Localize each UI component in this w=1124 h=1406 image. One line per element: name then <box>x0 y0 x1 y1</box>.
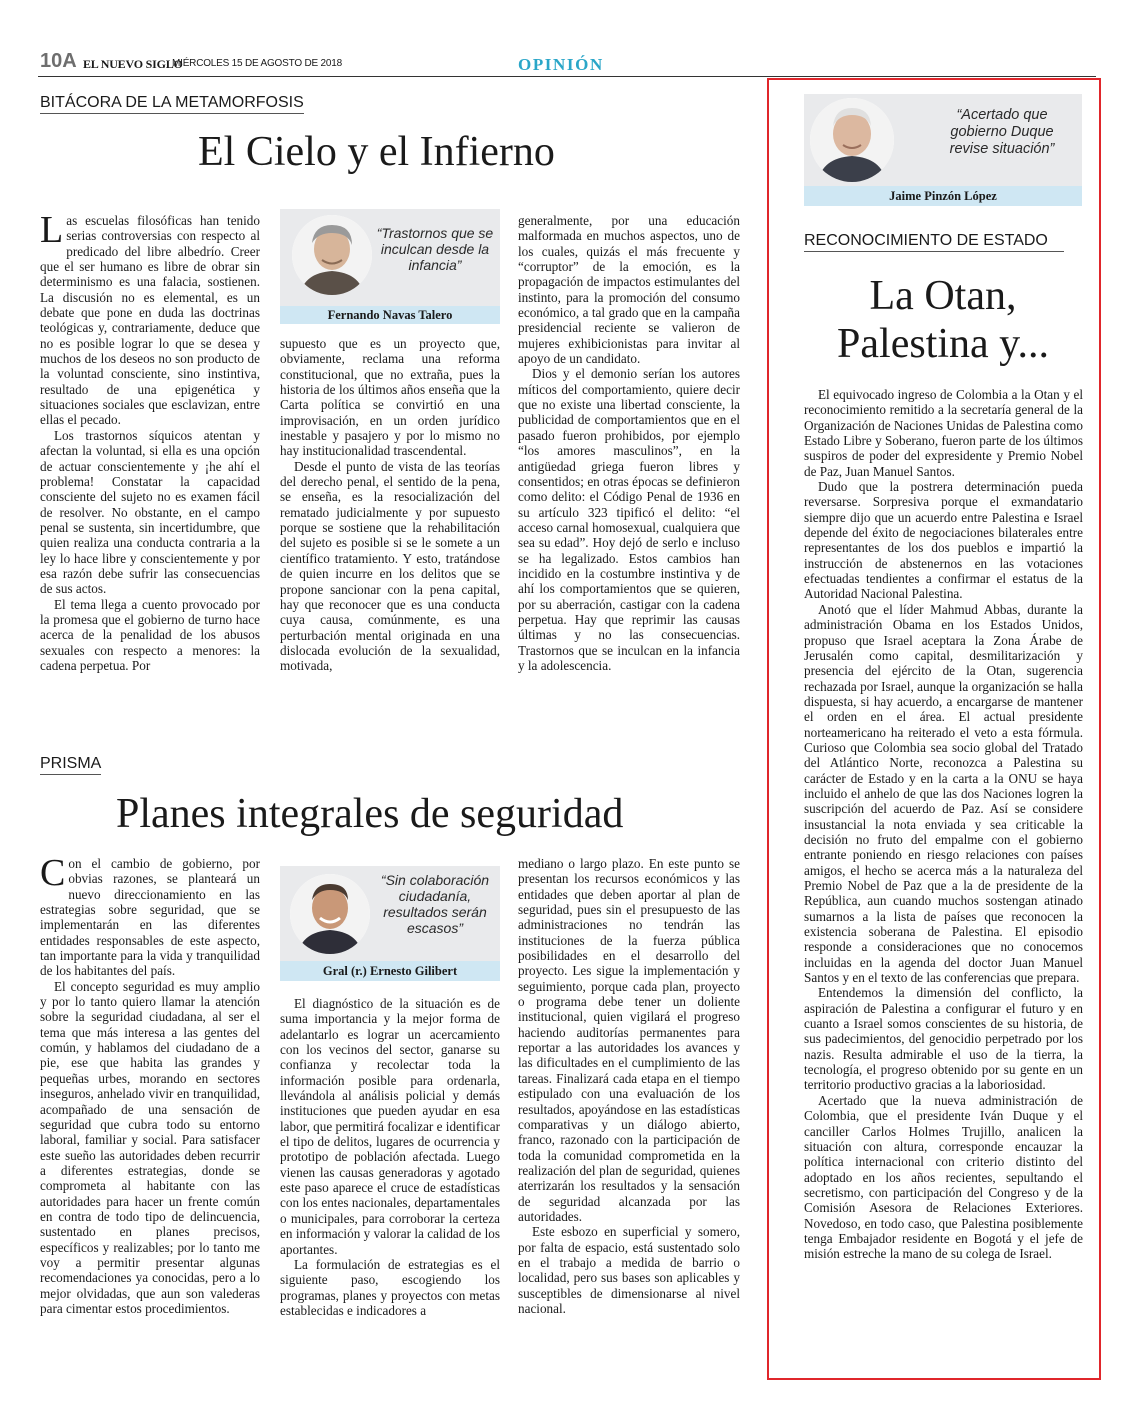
article1-kicker: BITÁCORA DE LA METAMORFOSIS <box>40 94 304 114</box>
author-byline: Gral (r.) Ernesto Gilibert <box>280 961 500 981</box>
article1-title: El Cielo y el Infierno <box>198 129 555 175</box>
article2-col3-p1: mediano o largo plazo. En este punto se presentan los recursos económicos y las entidades que deben aportar al plan de seguridad, pues sin el presupuesto de las administraciones no tendrán las instituciones de la fuerza pública posibilidades en el desarrollo del proyecto. Les sigue la implementación y seguimiento, porque cada plan, proyecto o programa debe tener un doliente institucional, quien vigilará el progreso haciendo auditorías permanentes para reportar a las autoridades los avances y las dificultades en el cumplimiento de las tareas. Finalizará cada etapa en el tiempo estipulado con una evaluación de los resultados, apoyándose en las estadísticas comparativas y un diálogo abierto, franco, razonado con la participación de toda la comunidad comprometida en la realización del plan de seguridad, quienes aterrizarán los resultados y la sensación de seguridad alcanzada por las autoridades. <box>518 856 740 1224</box>
article3-p2: Dudo que la postrera determinación pueda reversarse. Sorpresiva porque el exmandatario siempre dijo que un acuerdo entre Palestina e Israel depende del éxito de negociaciones bilaterales entre representantes de los dos pueblos e impartió la instrucción de abstenernos en las votaciones efectuadas tendientes a confirmar el estatus de la Autoridad Nacional Palestina. <box>804 479 1083 602</box>
article3-p5: Acertado que la nueva administración de Colombia, que el presidente Iván Duque y el canciller Carlos Holmes Trujillo, analicen la situación con altura, corresponde encauzar la política internacional con criterio distinto del adoptado en los años recientes, sepultando el secretismo, con participación del Congreso y de la Comisión Asesora de Relaciones Exteriores. Novedoso, en todo caso, que Palestina posiblemente tenga Embajador residente en Bogotá y el jefe de misión estreche la mano de su colega de Israel. <box>804 1092 1083 1262</box>
issue-date: MIÉRCOLES 15 DE AGOSTO DE 2018 <box>172 58 342 69</box>
article2-col2-p1: El diagnóstico de la situación es de suma importancia y la mejor forma de adelantarlo es lograr un acercamiento con los vecinos del sector, ganarse su confianza y recolectar toda la información posible para ordenarla, llevándola al análisis policial y demás instituciones que pueden ayudar en esa labor, que permitirá focalizar e identificar el tipo de delitos, lugares de ocurrencia y prototipo de población afectada. Luego vienen las causas generadoras y agotado este paso aparece el cruce de estadísticas con los entes nacionales, departamentales o municipales, para corroborar la certeza en información y valorar la calidad de los aportantes. <box>280 996 500 1257</box>
portrait-icon <box>810 98 894 182</box>
author-quote: “Trastornos que se inculcan desde la infancia” <box>376 225 494 273</box>
paragraph-text: as escuelas filosóficas han tenido serias controversias con respecto al predicado del libre albedrío. Creer que el ser humano es libre de obrar sin determinismo es una falacia, sostienen. La discusión no es elemental, es un debate que pone en duda las doctrinas teológicas y, contrariamente, deduce que no es posible lograr lo que se desea y muchos de los deseos no son producto de la voluntad consciente, sino instintiva, resultado de una epigenética y situaciones sociales que esclavizan, entre ellas el pecado. <box>40 213 260 428</box>
article2-column-1 <box>40 852 260 1316</box>
author-quote: “Acertado que gobierno Duque revise situación” <box>949 107 1055 157</box>
author-byline: Fernando Navas Talero <box>280 306 500 324</box>
article2-column-2 <box>280 996 500 1318</box>
article3-p1: El equivocado ingreso de Colombia a la Otan y el reconocimiento remitido a la secretaría general de la Organización de Naciones Unidas de Palestina como Estado Libre y Soberano, fueron parte de los últimos suspiros de poder del expresidente y Premio Nobel de Paz, Juan Manuel Santos. <box>804 387 1083 479</box>
article3-body <box>804 387 1083 1262</box>
article3-kicker: RECONOCIMIENTO DE ESTADO <box>804 232 1064 252</box>
author-byline: Jaime Pinzón López <box>804 186 1082 206</box>
article1-col1-p1 <box>40 209 260 428</box>
article1-column-2 <box>280 336 500 674</box>
article1-column-3 <box>518 213 740 673</box>
author-quote: “Sin colaboración ciudadanía, resultados serán escasos” <box>380 872 490 936</box>
article2-col1-p1 <box>40 852 260 979</box>
article3-p3: Anotó que el líder Mahmud Abbas, durante la administración Obama en los Estados Unidos, propuso que Israel aceptara la Zona Árabe de Jerusalén como capital, desmilitarización y presencia del ejército de la Otan, sugerencia rechazada por Israel, aunque la organización se halla dispuesta, si hay acuerdo, a encargarse de mantener el orden en el área. El actual presidente norteamericano ha reiterado el veto a esta fórmula. Curioso que Colombia sea socio global del Tratado del Atlántico Norte, reconozca a Palestina su carácter de Estado y en la carta a la ONU se haya incluido el anhelo de que las dos Naciones logren la suscripción del acuerdo de Paz. Así se considere insustancial la nota enviada y sea criticable la decisión no fruto del empalme con el gobierno entrante poniendo en riesgo relaciones con países amigos, el hecho se acerca más a la naturaleza del Premio Nobel de Paz que a la de presidente de la República, aun cuando muchos sostengan atinado sumarnos a la lista de países que reconocen la existencia soberana de Palestina. El episodio responde a consideraciones que no conocemos incluidas en la agenda del doctor Juan Manuel Santos y en el texto de las conferencias que prepara. <box>804 601 1083 986</box>
portrait-icon <box>290 874 370 954</box>
paragraph-text: on el cambio de gobierno, por obvias razones, se planteará un nuevo direccionamiento en las estrategias sobre seguridad, que se implementarán en las diferentes entidades responsables de este aspecto, tan importante para la vida y tranquilidad de los habitantes del país. <box>40 856 260 979</box>
article1-col1-p2: Los trastornos síquicos atentan y afectan la voluntad, si ella es una opción de actuar conscientemente y ¡he ahí el problema! Constatar la capacidad consciente del sujeto no es examen fácil de resolver. No obstante, en el campo penal se sustenta, sin incertidumbre, que quien realiza una conducta contraria a la ley lo hace libre y conscientemente y por esa razón debe sufrir las consecuencias de sus actos. <box>40 427 260 597</box>
article1-col1-p3: El tema llega a cuento provocado por la promesa que el gobierno de turno hace acerca de la penalidad de los abusos sexuales con respecto a menores: la cadena perpetua. Por <box>40 596 260 673</box>
article3-title <box>804 272 1082 368</box>
author-box-pinzon <box>804 94 1082 186</box>
author-box-navas <box>280 209 500 306</box>
header-rule <box>38 76 1096 77</box>
article1-col3-p2: Dios y el demonio serían los autores míticos del comportamiento, quiere decir que no existe una libertad consciente, la publicidad de comportamientos que en el pasado fueron prohibidos, por ejemplo “los amores masculinos”, en la antigüedad griega fueron libres y consentidos; en otras épocas se definieron como delito: el Código Penal de 1936 en su artículo 323 tipificó el delito: “el acceso carnal homosexual, cualquiera que sea su edad”. Hoy dejó de serlo e incluso se ha legalizado. Estos cambios han incidido en la costumbre instintiva y de ahí los comportamientos que se quieren, por su aberración, castigar con la cadena perpetua. Hay que reprimir las causas últimas y no las consecuencias. Trastornos que se inculcan en la infancia y la adolescencia. <box>518 366 740 673</box>
dropcap: C <box>40 852 66 894</box>
article1-col3-p1: generalmente, por una educación malformada en muchos aspectos, uno de los cuales, quizás el más frecuente y “corruptor” de la emoción, es la propagación de impactos estimulantes del instinto, para la promoción del consumo económico, a tal grado que en la campaña presidencial reciente se valieron de mujeres exhibicionistas para invitar al apoyo de un candidato. <box>518 213 740 367</box>
article1-col2-p1: supuesto que es un proyecto que, obviamente, reclama una reforma constitucional, que no extraña, pues la historia de los últimos años enseña que la Carta política se convirtió en una improvisación, en un orden jurídico inestable y pasajero y por lo mismo no hay institucionalidad trascendental. <box>280 336 500 459</box>
article3-title-line1: La Otan, <box>869 273 1017 319</box>
article2-col1-p2: El concepto seguridad es muy amplio y por lo tanto quiero llamar la atención sobre la seguridad ciudadana, al ser el tema que más interesa a las gentes del común, y hablamos del ciudadano de a pie, ese que habita las grandes y pequeñas urbes, morando en sectores inseguros, anhelado vivir en tranquilidad, acompañado de una sensación de seguridad que cubra todo su entorno laboral, familiar y social. Para satisfacer este sueño las autoridades deben recurrir a diferentes estrategias, donde se comprometa al habitante con las autoridades para hacer un frente común en contra de todo tipo de delincuencia, sustentado en planes precisos, específicos y realizables; por lo tanto me voy a permitir presentar algunas recomendaciones ya conocidas, pero a lo mejor olvidadas, que aun son valederas para cimentar estos procedimientos. <box>40 978 260 1316</box>
article2-col2-p2: La formulación de estrategias es el siguiente paso, escogiendo los programas, planes y proyectos con metas establecidas e indicadores a <box>280 1256 500 1318</box>
article1-column-1 <box>40 209 260 673</box>
author-portrait <box>808 96 896 184</box>
article2-kicker: PRISMA <box>40 755 101 775</box>
author-portrait <box>288 872 372 956</box>
newspaper-name: EL NUEVO SIGLO <box>83 57 183 71</box>
article1-col2-p2: Desde el punto de vista de las teorías del derecho penal, el sentido de la pena, se enseña, es la resocialización del rematado judicialmente y por supuesto porque se sostiene que la rehabilitación del sujeto es posible si se le somete a un científico tratamiento. Y esto, tratándose de quien incurre en los delitos que se propone sancionar con la pena capital, hay que reconocer que es una conducta cuya causa, comúnmente, es una perturbación mental originada en una dislocada evolución de la sexualidad, motivada, <box>280 458 500 674</box>
page-number: 10A <box>40 50 77 72</box>
article2-col3-p2: Este esbozo en superficial y somero, por falta de espacio, está sustentado solo en el trabajo a medida de barrio o localidad, pero sus bases son aplicables y susceptibles de dimensionarse al nivel nacional. <box>518 1224 740 1316</box>
author-portrait <box>290 213 374 297</box>
article3-title-line2: Palestina y... <box>837 321 1049 367</box>
section-title: OPINIÓN <box>518 55 604 74</box>
article2-title: Planes integrales de seguridad <box>116 791 624 837</box>
portrait-icon <box>292 215 372 295</box>
article3-p4: Entendemos la dimensión del conflicto, la aspiración de Palestina a configurar el futuro y en cuanto a Israel somos conscientes de su historia, de sus padecimientos, del genocidio perpetrado por los nazis. Resulta admirable el uso de la tierra, la tecnología, el progreso obtenido por su gente en un territorio productivo gracias a la laboriosidad. <box>804 985 1083 1093</box>
article2-column-3 <box>518 856 740 1316</box>
dropcap: L <box>40 209 64 251</box>
author-box-gilibert <box>280 866 500 961</box>
